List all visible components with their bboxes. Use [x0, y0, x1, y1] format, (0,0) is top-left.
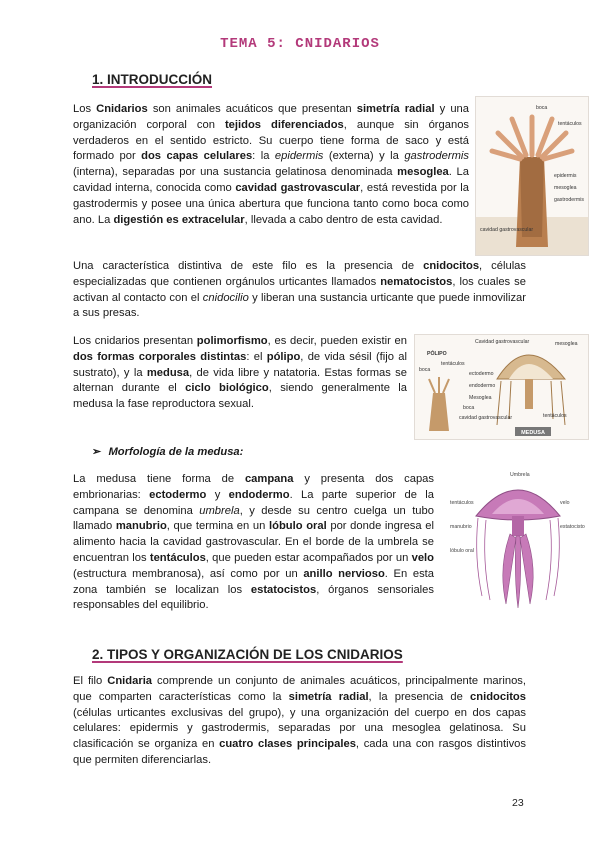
bold-term: velo: [411, 551, 434, 564]
text-run: , de vida libre y natatoria. Estas formas se alternan durante el: [73, 366, 407, 395]
cycle-label-medusa: MEDUSA: [521, 430, 545, 436]
jellyfish-illustration: [448, 468, 588, 618]
text-run: Los: [73, 103, 97, 115]
bold-term: cavidad gastrovascular: [235, 181, 361, 194]
text-run: por donde ingresa el alimento hacia la cavidad gastrovascular. En el borde de la umbrela se encuentran los: [73, 520, 434, 564]
cycle-label-boca: boca: [419, 367, 431, 373]
bold-term: Cnidarios: [96, 103, 148, 115]
bold-term: mesoglea: [397, 166, 449, 179]
text-run: (interna), separadas por una sustancia gelatinosa denominada: [73, 166, 398, 179]
text-run: , que pueden estar acompañados por un: [205, 551, 412, 564]
jelly-label-manubrio: manubrio: [450, 524, 472, 530]
jellyfish-figure: [448, 468, 588, 618]
polymorphism-figure: [414, 334, 589, 440]
cycle-label-endodermo: endodermo: [469, 383, 496, 389]
bold-term: pólipo: [266, 350, 301, 363]
text-run: Una característica distintiva de este filo es la presencia de: [73, 260, 424, 272]
arrow-bullet-icon: ➢: [92, 446, 102, 458]
bold-term: medusa: [146, 366, 190, 379]
text-run: (externa) y la: [323, 150, 405, 163]
text-run: , es decir, pueden existir en: [267, 335, 407, 347]
bold-term: cnidocitos: [470, 690, 526, 703]
text-run: , cada una con rasgos distintivos que permiten diferenciarlas.: [73, 738, 526, 766]
italic-term: epidermis: [274, 150, 324, 163]
italic-term: cnidocilio: [202, 291, 249, 304]
text-run: (células urticantes exclusivas del grupo), y una organización del cuerpo en dos capas celulares: epidermis y gastrodermis, separadas por una mesoglea gelatinosa. Su clasificación se organiza en: [73, 706, 526, 751]
text-run: : la: [252, 150, 275, 163]
polyp-illustration: [476, 97, 588, 255]
cycle-label-mesoglea: mesoglea: [555, 341, 578, 347]
text-run: , de vida sésil (fijo al sustrato), y la: [73, 350, 407, 379]
paragraph-tipos: [73, 674, 526, 769]
cycle-label-cavidad: Cavidad gastrovascular: [475, 339, 530, 345]
paragraph-cnidocitos: [73, 259, 526, 322]
bold-term: nematocistos: [380, 275, 453, 288]
subheading-morfologia: [92, 445, 243, 458]
text-run: : el: [246, 350, 267, 363]
bold-term: dos formas corporales distintas: [73, 350, 247, 363]
text-run: . En esta zona también se localizan los: [73, 567, 435, 596]
text-run: , células especializadas que contienen orgánulos urticantes llamados: [73, 260, 526, 288]
text-run: , llevada a cabo dentro de esta cavidad.: [244, 213, 443, 226]
text-run: , los cuales se activan al contacto con el: [73, 275, 526, 304]
text-run: , aunque sin órganos verdaderos en el sentido estricto. Su cuerpo tiene forma de saco y está formado por: [73, 118, 470, 163]
polyp-label-mesoglea: mesoglea: [554, 185, 577, 191]
paragraph-medusa: [73, 472, 434, 614]
jelly-label-tentaculos: tentáculos: [450, 500, 474, 506]
bold-term: digestión es extracelular: [113, 213, 245, 226]
bold-term: tentáculos: [149, 551, 206, 564]
text-run: y presenta dos capas embrionarias:: [73, 473, 434, 501]
text-run: son animales acuáticos que presentan: [147, 103, 357, 115]
cycle-label-cavidad2: cavidad gastrovascular: [459, 415, 513, 421]
bold-term: dos capas celulares: [141, 150, 253, 163]
polyp-figure: [475, 96, 589, 256]
bold-term: lóbulo oral: [269, 520, 327, 533]
bold-term: tejidos diferenciados: [224, 118, 344, 131]
polyp-label-gastrodermis: gastrodermis: [554, 197, 584, 203]
text-run: Los cnidarios presentan: [73, 335, 197, 347]
jelly-label-estatocisto: estatocisto: [560, 524, 585, 530]
section-heading-introduccion: 1. INTRODUCCIÓN: [92, 72, 213, 87]
section-heading-tipos: 2. TIPOS Y ORGANIZACIÓN DE LOS CNIDARIOS: [92, 647, 403, 662]
cycle-label-ectodermo: ectodermo: [469, 371, 494, 377]
bold-term: endodermo: [228, 488, 290, 501]
bold-term: Cnidaria: [107, 675, 153, 687]
jelly-label-lobulo: lóbulo oral: [450, 548, 474, 554]
text-run: . La parte superior de la campana se denomina: [73, 488, 434, 517]
paragraph-intro: [73, 102, 469, 228]
text-run: (estructura membranosa), así como por un: [73, 567, 304, 580]
text-run: . La cavidad interna, conocida como: [73, 166, 469, 194]
page-title: TEMA 5: CNIDARIOS: [220, 36, 380, 52]
jelly-label-umbrela: Umbrela: [510, 472, 530, 478]
cycle-label-boca2: boca: [463, 405, 475, 411]
bold-term: estatocistos: [250, 583, 317, 596]
bold-term: ciclo biológico: [185, 382, 269, 395]
cycle-label-polipo: PÓLIPO: [427, 351, 447, 357]
bold-term: cuatro clases principales: [219, 738, 356, 751]
bold-term: anillo nervioso: [303, 567, 385, 580]
text-run: y una organización corporal con: [73, 103, 469, 131]
subheading-text: Morfología de la medusa:: [108, 446, 244, 458]
polyp-label-tentaculos: tentáculos: [558, 121, 582, 127]
text-run: y: [206, 488, 229, 501]
cycle-label-tentaculos2: tentáculos: [543, 413, 567, 419]
bold-term: cnidocitos: [423, 260, 480, 272]
text-run: El filo: [73, 675, 108, 687]
text-run: , está revestida por la gastrodermis y posee una única abertura que funciona tanto como boca como ano. La: [73, 181, 469, 226]
text-run: , que termina en un: [166, 520, 269, 533]
bold-term: simetría radial: [288, 690, 369, 703]
cycle-label-tentaculos: tentáculos: [441, 361, 465, 367]
text-run: , órganos sensoriales responsables del equilibrio.: [73, 583, 434, 612]
polyp-label-boca: boca: [536, 105, 548, 111]
jelly-label-velo: velo: [560, 500, 570, 506]
text-run: comprende un conjunto de animales acuáticos, principalmente marinos, que comparten características como la: [73, 675, 527, 703]
text-run: , la presencia de: [368, 690, 471, 703]
polyp-label-cavidad: cavidad gastrovascular: [480, 227, 534, 233]
polymorphism-illustration: [415, 335, 588, 439]
bold-term: ectodermo: [149, 488, 207, 501]
page-number: 23: [512, 797, 524, 809]
text-run: , y desde su centro cuelga un tubo llamado: [73, 504, 434, 533]
text-run: y liberan una sustancia urticante que puede inmovilizar a sus presas.: [73, 291, 527, 320]
text-run: La medusa tiene forma de: [73, 473, 245, 485]
cycle-label-mesoglea2: Mesoglea: [469, 395, 492, 401]
text-run: , siendo generalmente la medusa la fase reproductora sexual.: [73, 382, 407, 411]
italic-term: gastrodermis: [404, 150, 469, 163]
bold-term: campana: [244, 473, 294, 485]
italic-term: umbrela: [199, 504, 240, 517]
paragraph-polimorfismo: [73, 334, 407, 413]
polyp-label-epidermis: epidermis: [554, 173, 577, 179]
bold-term: simetría radial: [356, 103, 435, 115]
bold-term: manubrio: [115, 520, 167, 533]
bold-term: polimorfismo: [196, 335, 268, 347]
